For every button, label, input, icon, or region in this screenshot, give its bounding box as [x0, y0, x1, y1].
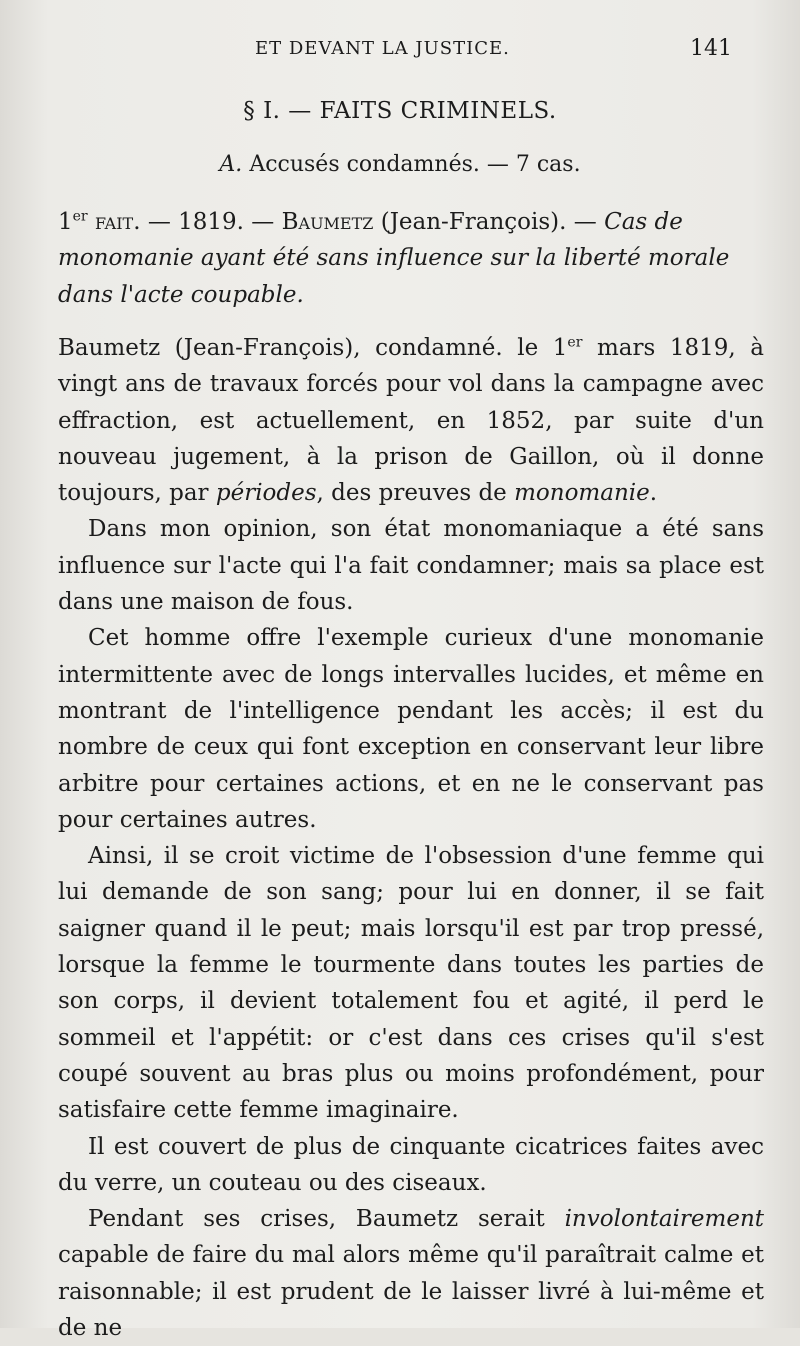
running-title: ET DEVANT LA JUSTICE. — [255, 38, 510, 59]
case-description: Cas de monomanie ayant été sans influence sur la liberté morale dans l'acte coupable. — [58, 209, 730, 308]
case-label-word: fait. — [94, 209, 141, 235]
paragraph-6-part-a: Pendant ses crises, Baumetz serait — [88, 1206, 565, 1233]
paragraph-1-part-b: mars 1819, à vingt ans de travaux forcés pour vol dans la campagne avec effraction, est actuellement, en 1852, par suite d'un nouveau jugement, à la prison de Gaillon, où il donne toujours, par — [58, 335, 765, 507]
page-number: 141 — [690, 36, 732, 61]
paragraph-3: Cet homme offre l'exemple curieux d'une monomanie intermittente avec de longs intervalles lucides, et même en montrant de l'intelligence pendant les accès; il est du nombre de ceux qui font exception en conservant leur libre arbitre pour certaines actions, et en ne le conservant pas pour certaines autres. — [58, 625, 764, 833]
case-header — [58, 204, 764, 313]
running-head — [0, 34, 800, 64]
paragraph-6 — [58, 1201, 764, 1346]
paragraph-1-part-d: . — [649, 480, 658, 507]
paragraph-1-part-c: , des preuves de — [316, 480, 515, 507]
paragraph-1 — [58, 330, 764, 511]
case-given-name: (Jean-François). — — [373, 209, 605, 235]
paragraph-6-emphasis: involontairement — [564, 1206, 764, 1233]
section-heading: § I. — FAITS CRIMINELS. — [243, 98, 557, 124]
subsection-text: Accusés condamnés. — 7 cas. — [249, 152, 581, 177]
subsection-letter: A. — [219, 152, 243, 177]
case-name: Baumetz — [281, 209, 374, 235]
paragraph-2: Dans mon opinion, son état monomaniaque a été sans influence sur l'acte qui l'a fait condamner; mais sa place est dans une maison de fous. — [58, 516, 764, 616]
paragraph-6-part-b: capable de faire du mal alors même qu'il paraîtrait calme et raisonnable; il est prudent de le laisser livré à lui-même et de ne — [58, 1242, 764, 1342]
paragraph-1-sup: er — [567, 334, 583, 351]
paragraph-4: Ainsi, il se croit victime de l'obsession d'une femme qui lui demande de son sang; pour lui en donner, il se fait saigner quand il le peut; mais lorsqu'il est par trop pressé, lorsque la femme le tourmente dans toutes les parties de son corps, il devient totalement fou et agité, il perd le sommeil et l'appétit: or c'est dans ces crises qu'il s'est coupé souvent au bras plus ou moins profondément, pour satisfaire cette femme imaginaire. — [58, 843, 764, 1124]
paragraph-1-part-a: Baumetz (Jean-François), condamné. le 1 — [58, 335, 568, 361]
paragraph-1-emphasis-2: monomanie — [514, 480, 650, 507]
body-text — [58, 330, 764, 1346]
case-year: — 1819. — — [140, 209, 282, 235]
paragraph-1-emphasis-1: périodes — [215, 480, 317, 507]
case-label-number: 1 — [58, 209, 73, 235]
paragraph-5: Il est couvert de plus de cinquante cicatrices faites avec du verre, un couteau ou des ciseaux. — [58, 1133, 764, 1196]
subsection-heading — [0, 152, 800, 177]
case-label-sup: er — [72, 208, 88, 225]
